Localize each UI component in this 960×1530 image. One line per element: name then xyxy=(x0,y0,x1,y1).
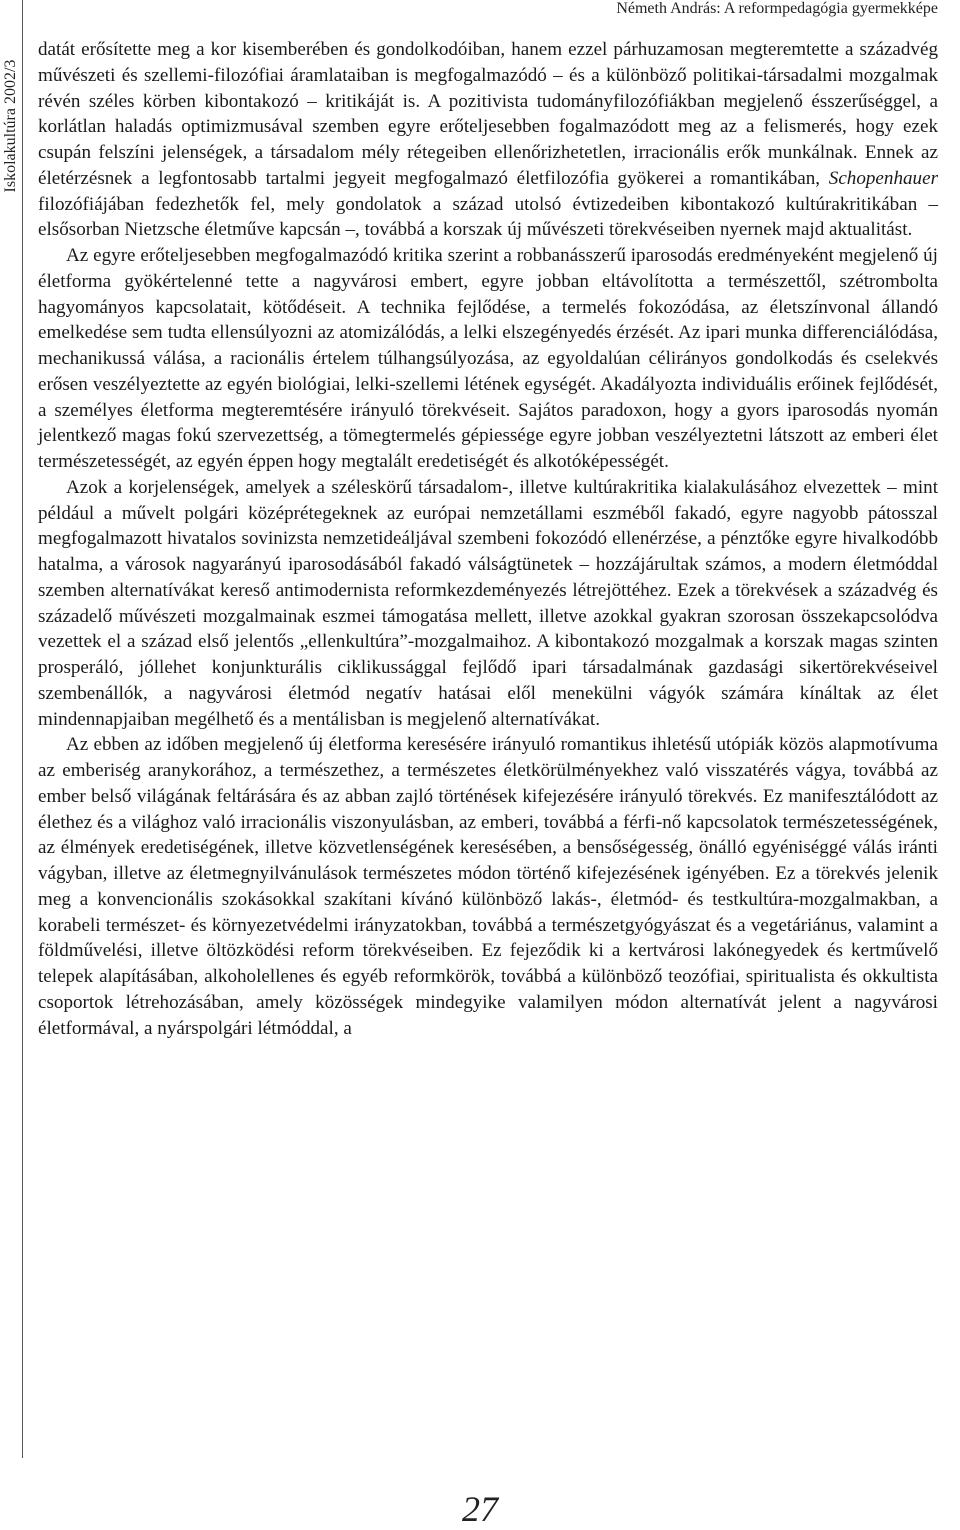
body-text xyxy=(38,37,938,1041)
paragraph-3: Azok a korjelenségek, amelyek a széleskörű társadalom-, illetve kultúrakritika kialakulásához elvezettek – mint például a művelt polgári középrétegeknek az európai nemzetállami eszméből fakadó, egyre nagyobb pátosszal megfogalmazott hivatalos sovinizsta nemzetideáljával szembeni fokozódó ellenérzése, a pénztőke egyre hivalkodóbb hatalma, a városok nagyarányú iparosodásából fakadó válságtünetek – hozzájárultak számos, a modern életmóddal szemben alternatívákat kereső antimodernista reformkezdeményezés létrejöttéhez. Ezek a törekvések a századvég és századelő művészeti mozgalmainak eszmei támogatása mellett, illetve azokkal gyakran szorosan összekapcsolódva vezettek el a század első jelentős „ellenkultúra”-mozgalmaihoz. A kibontakozó mozgalmak a korszak magas szinten prosperáló, jóllehet konjunkturális ciklikussággal fejlődő ipari társadalmának gazdasági sikertörekvéseivel szembenállók, a nagyvárosi életmód negatív hatásai elől menekülni vágyók számára kínáltak az élet mindennapjaiban megélhető és a mentálisban is megjelenő alternatívákat. xyxy=(38,476,938,730)
journal-side-label xyxy=(0,0,23,1458)
paragraph-1-emphasis: Schopenhauer xyxy=(828,167,938,189)
paragraph-4: Az ebben az időben megjelenő új életforma keresésére irányuló romantikus ihletésű utópiák közös alapmotívuma az emberiség aranykorához, a természethez, a természetes életkörülményekhez való visszatérés vágya, továbbá az ember belső világának feltárására és az abban zajló történések kifejezésére irányuló törekvés. Ez manifesztálódott az élethez és a világhoz való irracionális viszonyulásban, az emberi, továbbá a férfi-nő kapcsolatok természetességének, az élmények eredetiségének, illetve közvetlenségének keresésében, a bensőségesség, önálló egyéniséggé válás iránti vágyban, illetve az életmegnyilvánulások természetes módon történő kifejezésének igényében. Ez a törekvés jelenik meg a konvencionális szokásokkal szakítani kívánó különböző lakás-, életmód- és testkultúra-mozgalmakban, a korabeli természet- és környezetvédelmi irányzatokban, továbbá a természetgyógyászat és a vegetáriánus, valamint a földművelési, illetve öltözködési reform törekvéseiben. Ez fejeződik ki a kertvárosi lakónegyedek és kertművelő telepek alapításában, alkoholellenes és egyéb reformkörök, továbbá a különböző teozófiai, spiritualista és okkultista csoportok létrehozásában, amely közösségek mindegyike valamilyen módon alternatívát jelent a nagyvárosi életformával, a nyárspolgári létmóddal, a xyxy=(38,734,938,1039)
paragraph-1-part-1: datát erősítette meg a kor kisemberében és gondolkodóiban, hanem ezzel párhuzamosan megteremtette a századvég művészeti és szellemi-filozófiai áramlataiban is megfogalmazódó – és a különböző politikai-társadalmi mozgalmak révén széles körben kibontakozó – kritikáját is. A pozitivista tudományfilozófiákban megjelenő ésszerűséggel, a korlátlan haladás optimizmusával szemben egyre erőteljesebben fogalmazódott meg az a felismerés, hogy ezek csupán felszíni jelenségek, a társadalom mély rétegeiben ellenőrizhetetlen, irracionális erők munkálnak. Ennek az életérzésnek a legfontosabb tartalmi jegyeit megfogalmazó életfilozófia gyökerei a romantikában, xyxy=(38,39,938,189)
paragraph-1-part-2: filozófiájában fedezhetők fel, mely gondolatok a század utolsó évtizedeiben kibontakozó kultúrakritikában – elsősorban Nietzsche életműve kapcsán –, továbbá a korszak új művészeti törekvéseiben nyernek majd aktualitást. xyxy=(38,193,938,241)
running-head: Németh András: A reformpedagógia gyermekképe xyxy=(616,0,938,17)
paragraph-1 xyxy=(38,37,938,243)
page-number: 27 xyxy=(462,1489,498,1529)
journal-side-label-text: Iskolakultúra 2002/3 xyxy=(2,59,19,193)
paragraph-2: Az egyre erőteljesebben megfogalmazódó kritika szerint a robbanásszerű iparosodás eredményeként megjelenő új életforma gyökértelenné tette a nagyvárosi embert, egyre jobban eltávolította a természettől, szétrombolta hagyományos kapcsolatait, kötődéseit. A technika fejlődése, a termelés fokozódása, az életszínvonal állandó emelkedése sem tudta ellensúlyozni az atomizálódás, a lelki elszegényedés érzését. Az ipari munka differenciálódása, mechanikussá válása, a racionális értelem túlhangsúlyozása, az egyoldalúan célirányos gondolkodás és cselekvés erősen veszélyeztette az egyén biológiai, lelki-szellemi létének egységét. Akadályozta individuális erőinek fejlődését, a személyes életforma megteremtésére irányuló törekvéseit. Sajátos paradoxon, hogy a gyors iparosodás nyomán jelentkező magas fokú szervezettség, a tömegtermelés gépiessége egyre jobban veszélyeztetni látszott az emberi élet természetességét, az egyén éppen hogy megtalált eredetiségét és alkotóképességét. xyxy=(38,245,938,472)
